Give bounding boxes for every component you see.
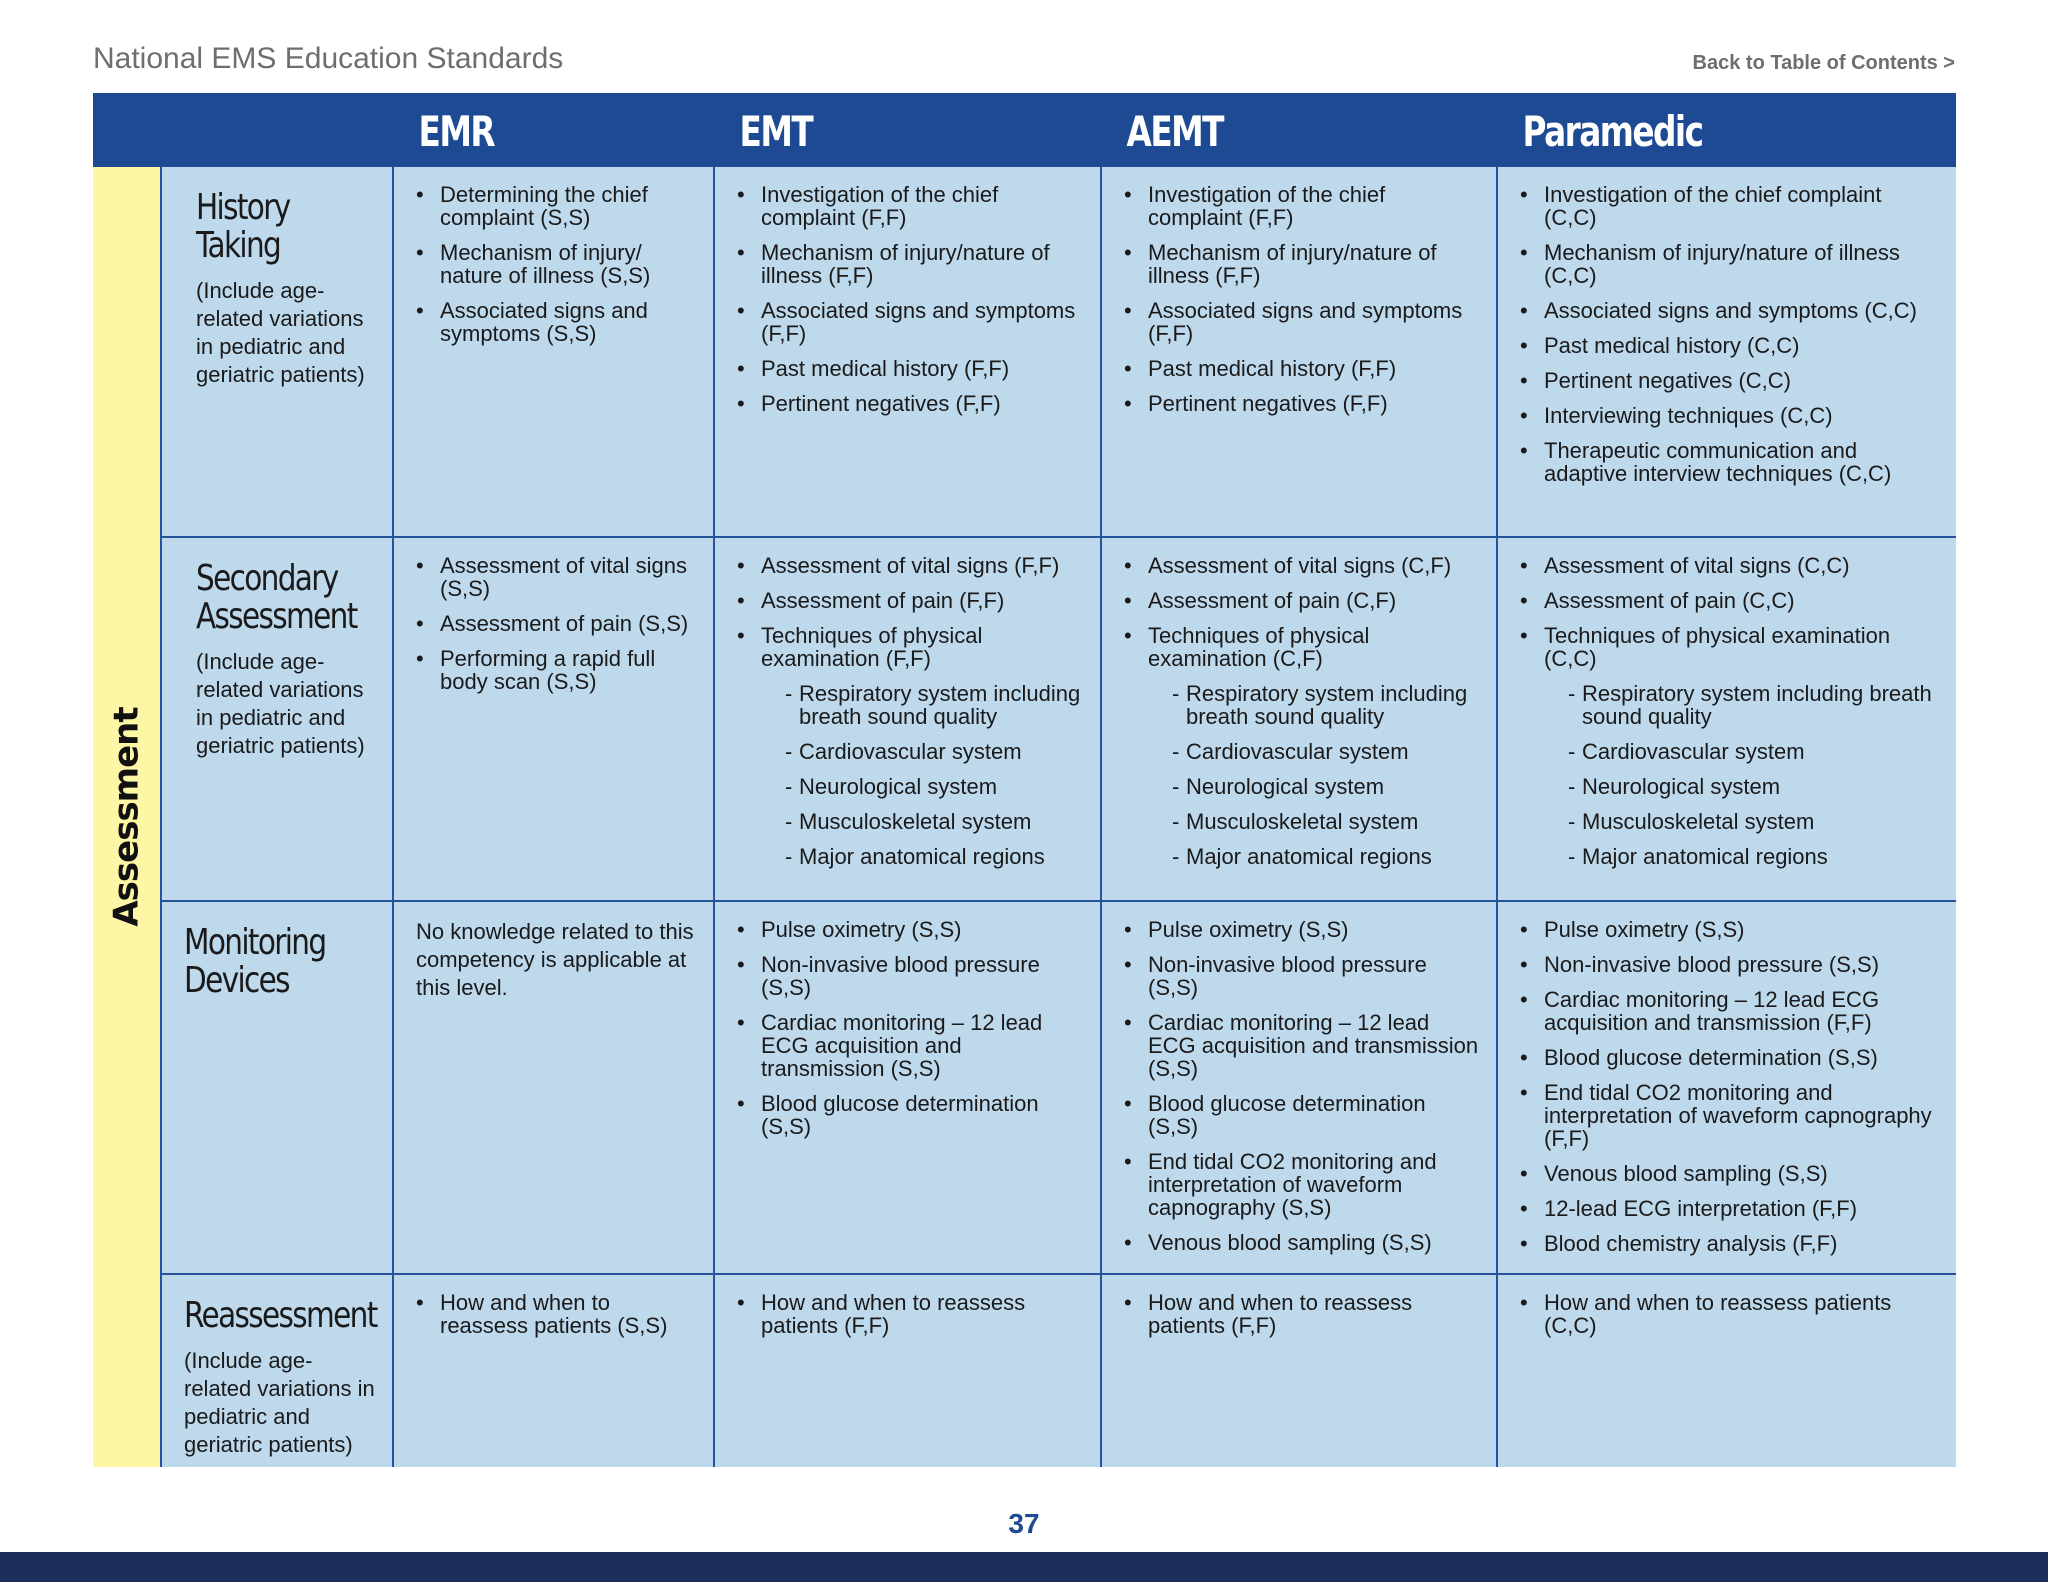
list-item-text: Pertinent negatives (F,F) (1148, 391, 1388, 416)
list-item-text: Past medical history (F,F) (1148, 356, 1397, 381)
level-heading-emt: EMT (739, 107, 813, 156)
document-title: National EMS Education Standards (93, 42, 564, 75)
list-item-text: Pulse oximetry (S,S) (1148, 917, 1349, 942)
sub-list (1544, 682, 1940, 868)
topic-title: Monitoring Devices (184, 922, 326, 1001)
cell-history-paramedic (1496, 167, 1956, 538)
list-item (1520, 1046, 1940, 1069)
sub-list-item: - Musculoskeletal system (1148, 810, 1480, 833)
list-item-text: Interviewing techniques (C,C) (1544, 403, 1833, 428)
topic-title: Secondary Assessment (196, 558, 357, 637)
list-item-text: Assessment of pain (C,C) (1544, 588, 1795, 613)
cell-monitoring-emt (713, 902, 1100, 1275)
list-item (1520, 334, 1940, 357)
list-item-text: Assessment of vital signs (C,F) (1148, 553, 1452, 578)
list-item-text: Techniques of physical examination (F,F) (761, 623, 983, 671)
list-item-text: How and when to reassess patients (S,S) (440, 1290, 668, 1338)
sub-list (761, 682, 1084, 868)
cell-secondary-emt (713, 538, 1100, 902)
list-item (1520, 953, 1940, 976)
section-label: Assessment (106, 707, 147, 927)
cell-history-emt (713, 167, 1100, 538)
list-item (1124, 1092, 1480, 1138)
list-item-text: 12-lead ECG interpretation (F,F) (1544, 1196, 1858, 1221)
list-item-text: Assessment of vital signs (F,F) (761, 553, 1060, 578)
list-item-text: Therapeutic communication and adaptive interview techniques (C,C) (1544, 438, 1892, 486)
list-item (737, 554, 1084, 577)
list-item-text: Pulse oximetry (S,S) (761, 917, 962, 942)
list-item-text: Non-invasive blood pressure (S,S) (1148, 952, 1427, 1000)
list-item-text: Past medical history (F,F) (761, 356, 1010, 381)
list-item-text: Performing a rapid full body scan (S,S) (440, 646, 656, 694)
list-item (1124, 1291, 1480, 1337)
list-item-text: Mechanism of injury/nature of illness (F,F) (761, 240, 1050, 288)
cell-secondary-emr (392, 538, 713, 902)
topic-title: Reassessment (184, 1295, 377, 1336)
list-item (416, 647, 697, 693)
list-item (1520, 589, 1940, 612)
list-item (1520, 183, 1940, 229)
sub-list-item: - Cardiovascular system (1148, 740, 1480, 763)
list-item (1124, 1011, 1480, 1080)
list-item-text: Blood chemistry analysis (F,F) (1544, 1231, 1838, 1256)
bullet-list (1520, 554, 1940, 868)
list-item (416, 183, 697, 229)
list-item-text: Associated signs and symptoms (F,F) (1148, 298, 1463, 346)
list-item (416, 241, 697, 287)
list-item (1520, 624, 1940, 868)
list-item-text: Non-invasive blood pressure (S,S) (1544, 952, 1880, 977)
header-cell-emt (713, 93, 1100, 167)
list-item (1520, 369, 1940, 392)
topic-monitoring-devices (160, 902, 392, 1275)
list-item-text: How and when to reassess patients (F,F) (761, 1290, 1026, 1338)
list-item (1124, 589, 1480, 612)
bullet-list (1520, 918, 1940, 1255)
list-item-text: Pertinent negatives (F,F) (761, 391, 1001, 416)
list-item-text: Pulse oximetry (S,S) (1544, 917, 1745, 942)
bullet-list (416, 554, 697, 693)
back-to-toc-link[interactable]: Back to Table of Contents > (1692, 52, 1955, 74)
list-item-text: Assessment of vital signs (S,S) (440, 553, 687, 601)
bullet-list (1124, 918, 1480, 1254)
list-item (1520, 299, 1940, 322)
list-item (416, 1291, 697, 1337)
list-item (416, 299, 697, 345)
sub-list-item: - Neurological system (1148, 775, 1480, 798)
sub-list-item: - Major anatomical regions (1148, 845, 1480, 868)
level-heading-aemt: AEMT (1126, 107, 1223, 156)
list-item (1124, 357, 1480, 380)
list-item (737, 624, 1084, 868)
list-item-text: Techniques of physical examination (C,C) (1544, 623, 1891, 671)
list-item (737, 392, 1084, 415)
list-item-text: Assessment of pain (S,S) (440, 611, 689, 636)
sub-list-item: - Cardiovascular system (761, 740, 1084, 763)
bullet-list (416, 183, 697, 345)
sub-list-item: - Respiratory system including breath sound quality (1148, 682, 1480, 728)
header-cell-aemt (1100, 93, 1496, 167)
cell-history-aemt (1100, 167, 1496, 538)
list-item (1520, 554, 1940, 577)
bullet-list (1520, 1291, 1940, 1337)
list-item (1124, 1150, 1480, 1219)
list-item-text: Venous blood sampling (S,S) (1148, 1230, 1432, 1255)
list-item (416, 612, 697, 635)
sub-list-item: - Musculoskeletal system (1544, 810, 1940, 833)
list-item (1124, 953, 1480, 999)
cell-reassessment-aemt (1100, 1275, 1496, 1467)
bullet-list (1520, 183, 1940, 485)
page-number: 37 (1008, 1508, 1040, 1539)
sub-list-item: - Neurological system (1544, 775, 1940, 798)
list-item (737, 1291, 1084, 1337)
list-item-text: Past medical history (C,C) (1544, 333, 1800, 358)
topic-reassessment (160, 1275, 392, 1467)
list-item (737, 241, 1084, 287)
list-item (1124, 554, 1480, 577)
list-item-text: Cardiac monitoring – 12 lead ECG acquisition and transmission (S,S) (1148, 1010, 1479, 1081)
list-item-text: Associated signs and symptoms (C,C) (1544, 298, 1917, 323)
cell-reassessment-paramedic (1496, 1275, 1956, 1467)
list-item-text: How and when to reassess patients (C,C) (1544, 1290, 1892, 1338)
bullet-list (737, 1291, 1084, 1337)
list-item (737, 299, 1084, 345)
cell-reassessment-emr (392, 1275, 713, 1467)
sub-list-item: - Respiratory system including breath sound quality (1544, 682, 1940, 728)
list-item (737, 1092, 1084, 1138)
sub-list-item: - Major anatomical regions (1544, 845, 1940, 868)
list-item (737, 183, 1084, 229)
competency-table (93, 93, 1956, 1467)
list-item (737, 1011, 1084, 1080)
list-item-text: Mechanism of injury/ nature of illness (S,S) (440, 240, 651, 288)
bullet-list (1124, 554, 1480, 868)
list-item (1124, 299, 1480, 345)
footer-bar (0, 1552, 2048, 1582)
topic-note: (Include age-related variations in pediatric and geriatric patients) (196, 649, 365, 758)
list-item-text: Associated signs and symptoms (F,F) (761, 298, 1076, 346)
cell-secondary-paramedic (1496, 538, 1956, 902)
list-item-text: Determining the chief complaint (S,S) (440, 182, 648, 230)
sub-list-item: - Respiratory system including breath sound quality (761, 682, 1084, 728)
topic-note: (Include age-related variations in pediatric and geriatric patients) (196, 278, 365, 387)
list-item-text: Investigation of the chief complaint (F,F) (1148, 182, 1386, 230)
header-cell-paramedic (1496, 93, 1956, 167)
list-item (1520, 988, 1940, 1034)
header-corner (93, 93, 160, 167)
list-item-text: How and when to reassess patients (F,F) (1148, 1290, 1413, 1338)
cell-monitoring-emr (392, 902, 713, 1275)
bullet-list (416, 1291, 697, 1337)
list-item-text: Investigation of the chief complaint (C,C) (1544, 182, 1882, 230)
list-item-text: Venous blood sampling (S,S) (1544, 1161, 1828, 1186)
topic-secondary-assessment (160, 538, 392, 902)
list-item-text: Investigation of the chief complaint (F,F) (761, 182, 999, 230)
bullet-list (1124, 183, 1480, 415)
list-item (737, 357, 1084, 380)
list-item (1520, 439, 1940, 485)
list-item (737, 589, 1084, 612)
bullet-list (737, 183, 1084, 415)
list-item (1520, 1162, 1940, 1185)
list-item-text: Mechanism of injury/nature of illness (C,C) (1544, 240, 1900, 288)
section-band (93, 167, 160, 1467)
list-item-text: Associated signs and symptoms (S,S) (440, 298, 648, 346)
list-item (1520, 918, 1940, 941)
list-item-text: Non-invasive blood pressure (S,S) (761, 952, 1040, 1000)
list-item-text: Cardiac monitoring – 12 lead ECG acquisition and transmission (F,F) (1544, 987, 1880, 1035)
list-item-text: Blood glucose determination (S,S) (1148, 1091, 1426, 1139)
list-item (1520, 241, 1940, 287)
sub-list-item: - Major anatomical regions (761, 845, 1084, 868)
cell-history-emr (392, 167, 713, 538)
list-item (1520, 1232, 1940, 1255)
list-item (1124, 624, 1480, 868)
list-item-text: End tidal CO2 monitoring and interpretation of waveform capnography (F,F) (1544, 1080, 1932, 1151)
topic-title: History Taking (196, 187, 290, 266)
list-item (1124, 392, 1480, 415)
list-item-text: Cardiac monitoring – 12 lead ECG acquisition and transmission (S,S) (761, 1010, 1043, 1081)
list-item-text: Mechanism of injury/nature of illness (F,F) (1148, 240, 1437, 288)
bullet-list (1124, 1291, 1480, 1337)
list-item-text: Blood glucose determination (S,S) (761, 1091, 1039, 1139)
list-item-text: Assessment of pain (F,F) (761, 588, 1005, 613)
cell-reassessment-emt (713, 1275, 1100, 1467)
topic-history-taking (160, 167, 392, 538)
list-item (1124, 241, 1480, 287)
sub-list-item: - Cardiovascular system (1544, 740, 1940, 763)
list-item (1124, 918, 1480, 941)
list-item (1520, 1081, 1940, 1150)
list-item (1124, 183, 1480, 229)
list-item-text: Pertinent negatives (C,C) (1544, 368, 1791, 393)
sub-list (1148, 682, 1480, 868)
list-item (416, 554, 697, 600)
cell-secondary-aemt (1100, 538, 1496, 902)
list-item (1520, 1197, 1940, 1220)
bullet-list (737, 554, 1084, 868)
sub-list-item: - Musculoskeletal system (761, 810, 1084, 833)
list-item (1124, 1231, 1480, 1254)
cell-monitoring-paramedic (1496, 902, 1956, 1275)
level-heading-paramedic: Paramedic (1522, 107, 1703, 156)
list-item (1520, 404, 1940, 427)
bullet-list (737, 918, 1084, 1138)
header-topic-blank (160, 93, 392, 167)
level-heading-emr: EMR (418, 107, 495, 156)
list-item-text: Blood glucose determination (S,S) (1544, 1045, 1878, 1070)
header-cell-emr (392, 93, 713, 167)
cell-monitoring-aemt (1100, 902, 1496, 1275)
list-item-text: Assessment of pain (C,F) (1148, 588, 1397, 613)
list-item (737, 953, 1084, 999)
list-item (1520, 1291, 1940, 1337)
topic-note: (Include age-related variations in pediatric and geriatric patients) (184, 1348, 375, 1457)
not-applicable-text: No knowledge related to this competency is applicable at this level. (416, 919, 694, 1000)
list-item-text: End tidal CO2 monitoring and interpretation of waveform capnography (S,S) (1148, 1149, 1437, 1220)
list-item-text: Techniques of physical examination (C,F) (1148, 623, 1370, 671)
sub-list-item: - Neurological system (761, 775, 1084, 798)
list-item (737, 918, 1084, 941)
list-item-text: Assessment of vital signs (C,C) (1544, 553, 1850, 578)
